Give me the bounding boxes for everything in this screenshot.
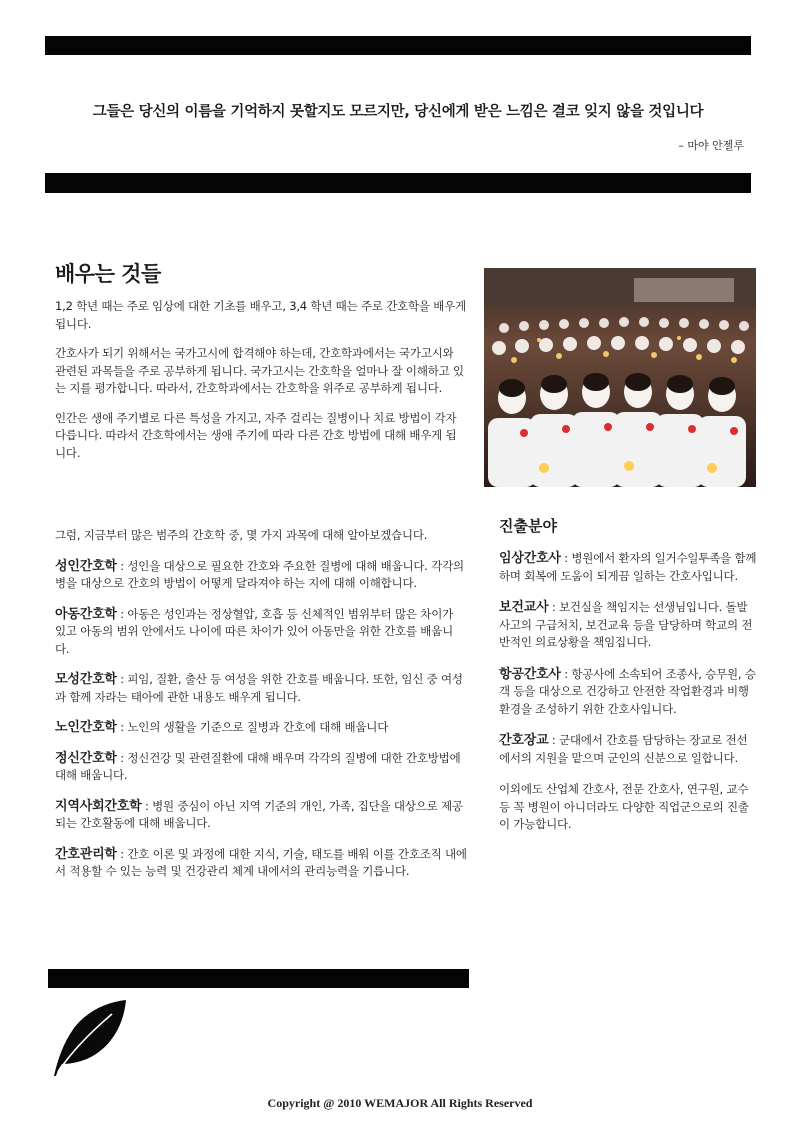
- subject-term: 모성간호학: [55, 672, 117, 687]
- career-item: [499, 599, 757, 652]
- subject-item: [55, 558, 467, 593]
- leaf-shape: [50, 998, 130, 1078]
- career-desc: : 보건실을 책임지는 선생님입니다. 돌발사고의 구급처치, 보건교육 등을 담당하며 학교의 전반적인 의료상황을 책임집니다.: [499, 600, 753, 649]
- subject-item: [55, 750, 467, 785]
- career-item: [499, 550, 757, 585]
- career-term: 보건교사: [499, 600, 549, 615]
- career-desc: : 군대에서 간호를 담당하는 장교로 전선에서의 지원을 맡으며 군인의 신분으로 일합니다.: [499, 733, 748, 765]
- copyright-text: Copyright @ 2010 WEMAJOR All Rights Reserved: [267, 1096, 533, 1110]
- subject-item: [55, 671, 467, 706]
- subjects-column: [55, 527, 467, 894]
- subject-term: 성인간호학: [55, 558, 117, 574]
- subject-item: [55, 719, 467, 737]
- career-term: 임상간호사: [499, 551, 561, 566]
- career-outro: 이외에도 산업체 간호사, 전문 간호사, 연구원, 교수 등 꼭 병원이 아니더라도 다양한 직업군으로의 진출이 가능합니다.: [499, 782, 749, 831]
- career-title: 진출분야: [499, 517, 557, 535]
- intro-paragraph: 1,2 학년 때는 주로 임상에 대한 기초를 배우고, 3,4 학년 때는 주로 간호학을 배우게 됩니다.: [55, 299, 467, 331]
- career-term: 간호장교: [499, 733, 549, 748]
- subject-term: 정신간호학: [55, 750, 117, 766]
- intro-column: [55, 298, 467, 474]
- subjects-intro: 그럼, 지금부터 많은 범주의 간호학 중, 몇 가지 과목에 대해 알아보겠습니다.: [55, 528, 428, 542]
- subject-item: [55, 798, 467, 833]
- subject-term: 간호관리학: [55, 846, 117, 862]
- subject-term: 노인간호학: [55, 720, 117, 735]
- subject-desc: : 간호 이론 및 과정에 대한 지식, 기술, 태도를 배워 이를 간호조직 내에서 적용할 수 있는 능력 및 건강관리 체계 내에서의 관리능력을 기릅니다.: [55, 846, 467, 878]
- career-item: [499, 666, 757, 719]
- top-divider-bar: [45, 36, 751, 55]
- intro-paragraph: 인간은 생애 주기별로 다른 특성을 가지고, 자주 걸리는 질병이나 치료 방법이 각자 다릅니다. 따라서 간호학에서는 생애 주기에 따라 다른 간호 방법에 대해 배우게 됩니다.: [55, 410, 457, 460]
- subject-desc: : 성인을 대상으로 필요한 간호와 주요한 질병에 대해 배웁니다. 각각의 병을 대상으로 간호의 방법이 어떻게 달라져야 하는 지에 대해 이해합니다.: [55, 558, 464, 590]
- subject-term: 지역사회간호학: [55, 798, 142, 814]
- bottom-divider-bar: [48, 969, 469, 988]
- nursing-ceremony-photo: [484, 268, 756, 487]
- subject-desc: : 아동은 성인과는 정상혈압, 호흡 등 신체적인 범위부터 많은 차이가 있고 아동의 범위 안에서도 나이에 따른 차이가 있어 아동만을 위한 간호를 배웁니다.: [55, 606, 454, 656]
- subject-desc: : 병원 중심이 아닌 지역 기준의 개인, 가족, 집단을 대상으로 제공되는 간호활동에 대해 배웁니다.: [55, 798, 463, 830]
- section-title: 배우는 것들: [55, 262, 161, 286]
- middle-divider-bar: [45, 173, 751, 193]
- career-desc: : 항공사에 소속되어 조종사, 승무원, 승객 등을 대상으로 건강하고 안전한 작업환경과 비행환경을 조성하기 위한 간호사입니다.: [499, 666, 756, 716]
- subject-desc: : 노인의 생활을 기준으로 질병과 간호에 대해 배웁니다: [116, 720, 389, 734]
- quote-text: 그들은 당신의 이름을 기억하지 못할지도 모르지만, 당신에게 받은 느낌은 결코 잊지 않을 것입니다: [92, 104, 704, 120]
- leaf-icon: [50, 998, 130, 1078]
- intro-paragraph: 간호사가 되기 위해서는 국가고시에 합격해야 하는데, 간호학과에서는 국가고시와 관련된 과목들을 주로 공부하게 됩니다. 국가고시는 간호학을 얼마나 잘 이해하고 있는 지를 평가합니다. 따라서, 간호학과에서는 간호학을 위주로 공부하게 됩니다.: [55, 346, 464, 395]
- quote-author: – 마야 안젤루: [678, 139, 744, 152]
- subject-item: [55, 606, 467, 659]
- career-item: [499, 732, 757, 767]
- subject-desc: : 정신건강 및 관련질환에 대해 배우며 각각의 질병에 대한 간호방법에 대해 배웁니다.: [55, 750, 461, 782]
- subject-term: 아동간호학: [55, 606, 117, 622]
- career-desc: : 병원에서 환자의 일거수일투족을 함께하며 회복에 도움이 되게끔 일하는 간호사입니다.: [499, 551, 757, 583]
- subject-item: [55, 846, 467, 881]
- photo-illustration: [484, 268, 756, 487]
- subject-desc: : 피임, 질환, 출산 등 여성을 위한 간호를 배웁니다. 또한, 임신 중 여성과 함께 자라는 태아에 관한 내용도 배우게 됩니다.: [55, 672, 463, 704]
- career-term: 항공간호사: [499, 666, 561, 682]
- careers-column: [499, 550, 757, 848]
